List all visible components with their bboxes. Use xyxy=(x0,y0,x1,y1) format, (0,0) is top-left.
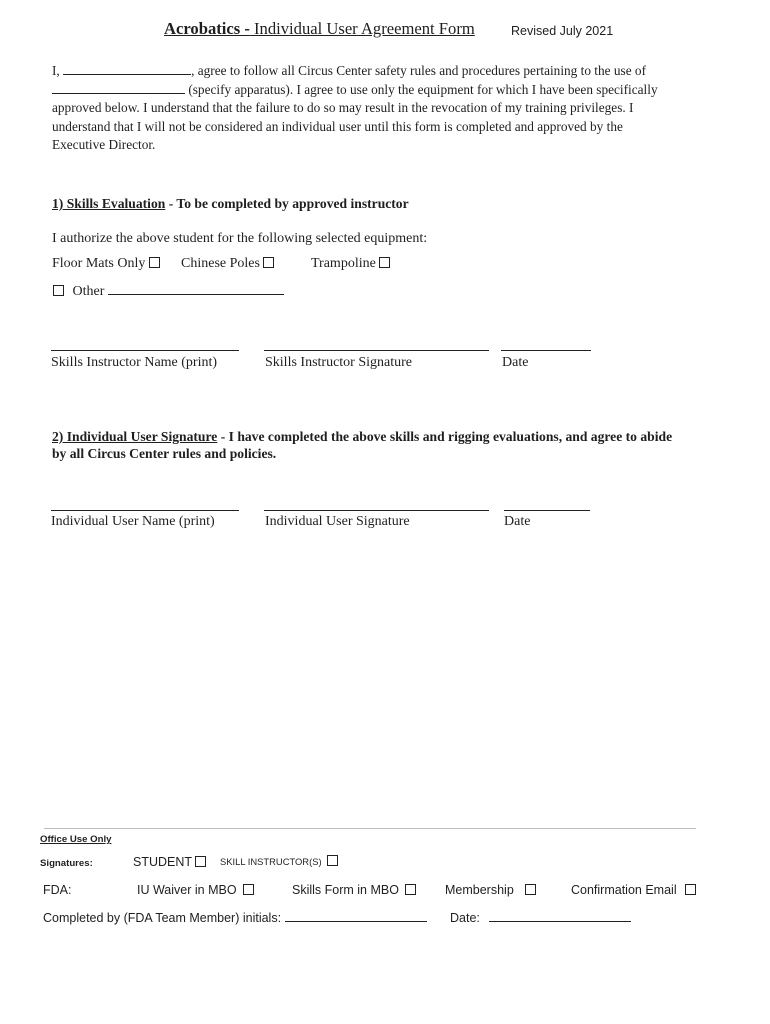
agreement-line-5: Executive Director. xyxy=(52,137,156,153)
user-signature-line[interactable] xyxy=(264,510,489,511)
completed-by-label: Completed by (FDA Team Member) initials: xyxy=(43,911,282,925)
confirmation-email-label: Confirmation Email xyxy=(571,883,677,897)
initials-blank[interactable] xyxy=(285,910,427,922)
option-trampoline[interactable] xyxy=(311,256,390,272)
user-date-line[interactable] xyxy=(504,510,590,511)
option-other-label: Other xyxy=(72,284,105,299)
option-trampoline-label: Trampoline xyxy=(311,256,376,271)
option-other[interactable] xyxy=(53,283,284,300)
apparatus-blank[interactable] xyxy=(52,82,185,94)
title-rest: Individual User Agreement Form xyxy=(249,19,475,38)
instructor-date-line[interactable] xyxy=(501,350,591,351)
completed-by xyxy=(43,910,427,925)
revised-date: Revised July 2021 xyxy=(511,24,614,38)
name-blank[interactable] xyxy=(63,63,191,75)
membership-label: Membership xyxy=(445,883,514,897)
instructor-signature-line[interactable] xyxy=(264,350,489,351)
office-heading: Office Use Only xyxy=(40,834,112,845)
skills-form-label: Skills Form in MBO xyxy=(292,883,399,897)
office-date-blank[interactable] xyxy=(489,910,631,922)
student-checkbox[interactable] xyxy=(195,856,206,867)
user-name-label: Individual User Name (print) xyxy=(51,514,215,529)
office-date-label: Date: xyxy=(450,911,480,925)
option-floor-mats[interactable] xyxy=(52,256,160,272)
agreement-line-1 xyxy=(52,62,692,81)
user-date-label: Date xyxy=(504,514,531,529)
skill-instructor-checkbox[interactable] xyxy=(327,855,338,866)
skills-heading xyxy=(52,196,409,212)
iu-waiver-checkbox[interactable] xyxy=(243,884,254,895)
floor-mats-checkbox[interactable] xyxy=(149,257,160,268)
instructor-signature-label: Skills Instructor Signature xyxy=(265,355,412,370)
instructor-name-line[interactable] xyxy=(51,350,239,351)
form-title xyxy=(164,19,475,39)
fda-skills-form[interactable] xyxy=(292,883,416,897)
agreement-line-2 xyxy=(52,81,692,100)
other-blank[interactable] xyxy=(108,283,284,295)
skill-instructor-label: SKILL INSTRUCTOR(S) xyxy=(220,856,322,867)
office-date xyxy=(450,910,631,925)
option-floor-mats-label: Floor Mats Only xyxy=(52,256,146,271)
instructor-date-label: Date xyxy=(502,355,529,370)
skills-form-checkbox[interactable] xyxy=(405,884,416,895)
trampoline-checkbox[interactable] xyxy=(379,257,390,268)
user-signature-heading xyxy=(52,428,672,462)
chinese-poles-checkbox[interactable] xyxy=(263,257,274,268)
user-name-line[interactable] xyxy=(51,510,239,511)
agreement-line2-text: (specify apparatus). I agree to use only the equipment for which I have been specifically xyxy=(185,81,658,97)
skills-heading-note: - To be completed by approved instructor xyxy=(165,196,409,211)
user-signature-label: Individual User Signature xyxy=(265,514,410,529)
other-checkbox[interactable] xyxy=(53,285,64,296)
student-label: STUDENT xyxy=(133,855,192,869)
agreement-i: I, xyxy=(52,63,60,78)
fda-label: FDA: xyxy=(43,883,72,897)
iu-waiver-label: IU Waiver in MBO xyxy=(137,883,237,897)
agreement-line-4: understand that I will not be considered an individual user until this form is completed and approved by the xyxy=(52,118,623,134)
agreement-line-3: approved below. I understand that the failure to do so may result in the revocation of my training privileges. I xyxy=(52,100,634,116)
confirmation-email-checkbox[interactable] xyxy=(685,884,696,895)
user-signature-text-1: - I have completed the above skills and rigging evaluations, and agree to abide xyxy=(217,429,673,444)
membership-checkbox[interactable] xyxy=(525,884,536,895)
user-signature-text-2: by all Circus Center rules and policies. xyxy=(52,446,277,461)
office-divider xyxy=(44,828,696,829)
user-signature-title: 2) Individual User Signature xyxy=(52,429,218,444)
fda-membership[interactable] xyxy=(445,883,536,897)
option-chinese-poles[interactable] xyxy=(181,256,274,272)
instructor-name-label: Skills Instructor Name (print) xyxy=(51,355,218,370)
fda-confirmation-email[interactable] xyxy=(571,883,696,897)
authorize-text: I authorize the above student for the following selected equipment: xyxy=(52,231,428,246)
skills-heading-title: 1) Skills Evaluation xyxy=(52,196,166,211)
title-bold: Acrobatics - xyxy=(164,19,250,38)
signatures-label: Signatures: xyxy=(40,858,93,869)
student-option[interactable] xyxy=(133,855,206,869)
agreement-line1-text: , agree to follow all Circus Center safety rules and procedures pertaining to the use of xyxy=(191,63,646,78)
agreement-paragraph xyxy=(52,62,692,155)
option-chinese-poles-label: Chinese Poles xyxy=(181,256,260,271)
fda-iu-waiver[interactable] xyxy=(137,883,254,897)
instructor-option[interactable] xyxy=(220,855,338,867)
